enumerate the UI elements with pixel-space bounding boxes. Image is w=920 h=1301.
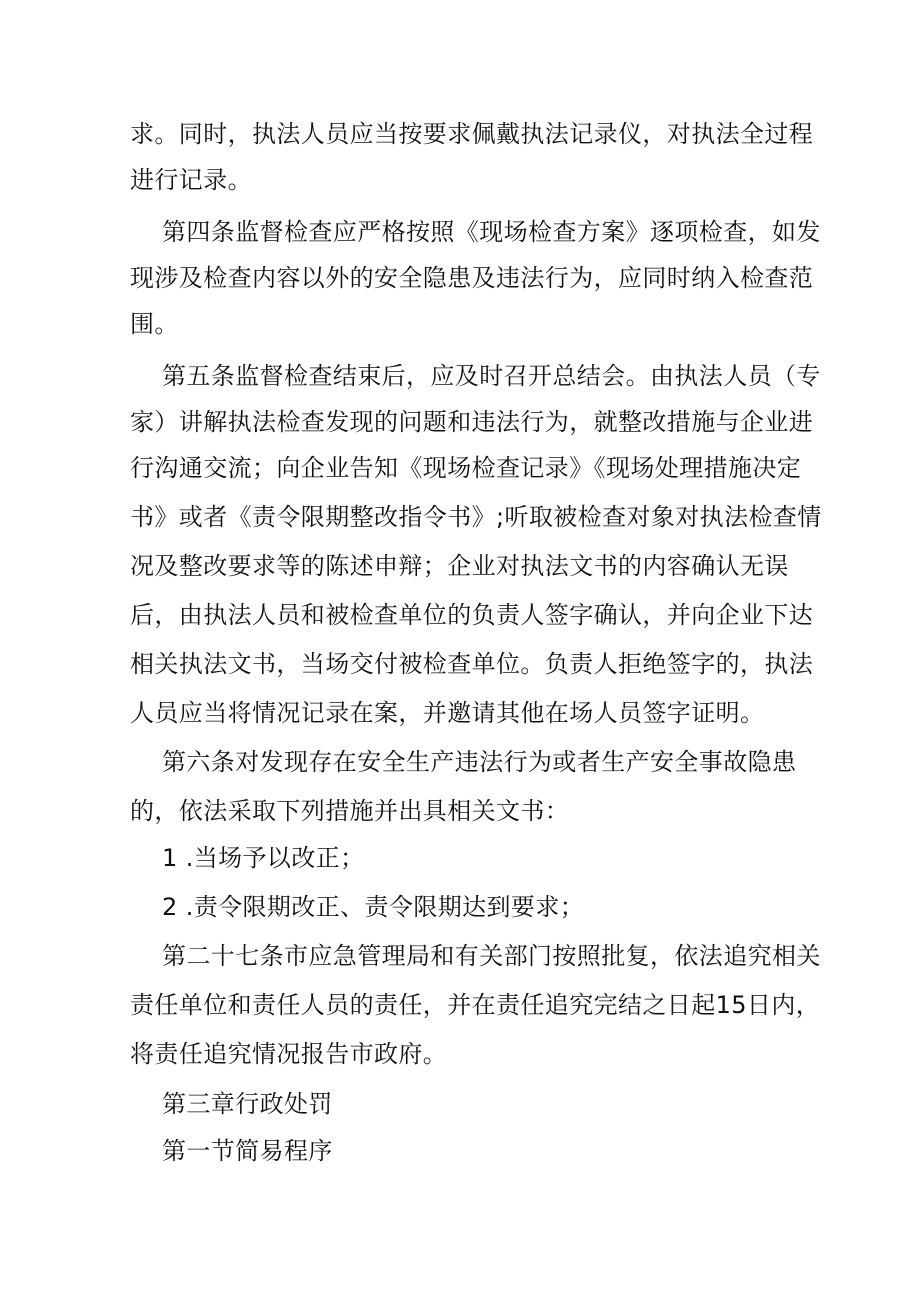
- text-line: 书》或者《责令限期整改指令书》;听取被检查对象对执法检查情: [130, 503, 822, 531]
- text-line: 求。同时，执法人员应当按要求佩戴执法记录仪，对执法全过程: [130, 120, 814, 148]
- text-line: 的，依法采取下列措施并出具相关文书：: [130, 797, 570, 825]
- text-line: 人员应当将情况记录在案，并邀请其他在场人员签字证明。: [130, 699, 765, 727]
- text-line: 后，由执法人员和被检查单位的负责人签字确认，并向企业下达: [130, 601, 814, 629]
- text-line: 第四条监督检查应严格按照《现场检查方案》逐项检查，如发: [162, 218, 821, 246]
- text-line: 现涉及检查内容以外的安全隐患及违法行为，应同时纳入检查范: [130, 264, 814, 292]
- text-line: 围。: [130, 310, 179, 338]
- text-line: 第三章行政处罚: [162, 1090, 333, 1118]
- text-line: 将责任追究情况报告市政府。: [130, 1040, 448, 1068]
- text-line: 1 .当场予以改正；: [162, 844, 365, 872]
- text-line: 2 .责令限期改正、责令限期达到要求；: [162, 893, 585, 921]
- text-line: 相关执法文书，当场交付被检查单位。负责人拒绝签字的，执法: [130, 650, 814, 678]
- text-line: 况及整改要求等的陈述申辩；企业对执法文书的内容确认无误: [130, 552, 789, 580]
- text-line: 第二十七条市应急管理局和有关部门按照批复，依法追究相关: [162, 942, 821, 970]
- text-line: 第六条对发现存在安全生产违法行为或者生产安全事故隐患: [162, 748, 797, 776]
- text-line: 行沟通交流；向企业告知《现场检查记录》《现场处理措施决定: [130, 454, 802, 482]
- text-line: 第一节简易程序: [162, 1137, 333, 1165]
- text-line: 进行记录。: [130, 166, 252, 194]
- text-line: 第五条监督检查结束后，应及时召开总结会。由执法人员（专: [162, 362, 821, 390]
- text-line: 家）讲解执法检查发现的问题和违法行为，就整改措施与企业进: [130, 408, 814, 436]
- text-line: 责任单位和责任人员的责任，并在责任追究完结之日起15日内，: [130, 991, 821, 1019]
